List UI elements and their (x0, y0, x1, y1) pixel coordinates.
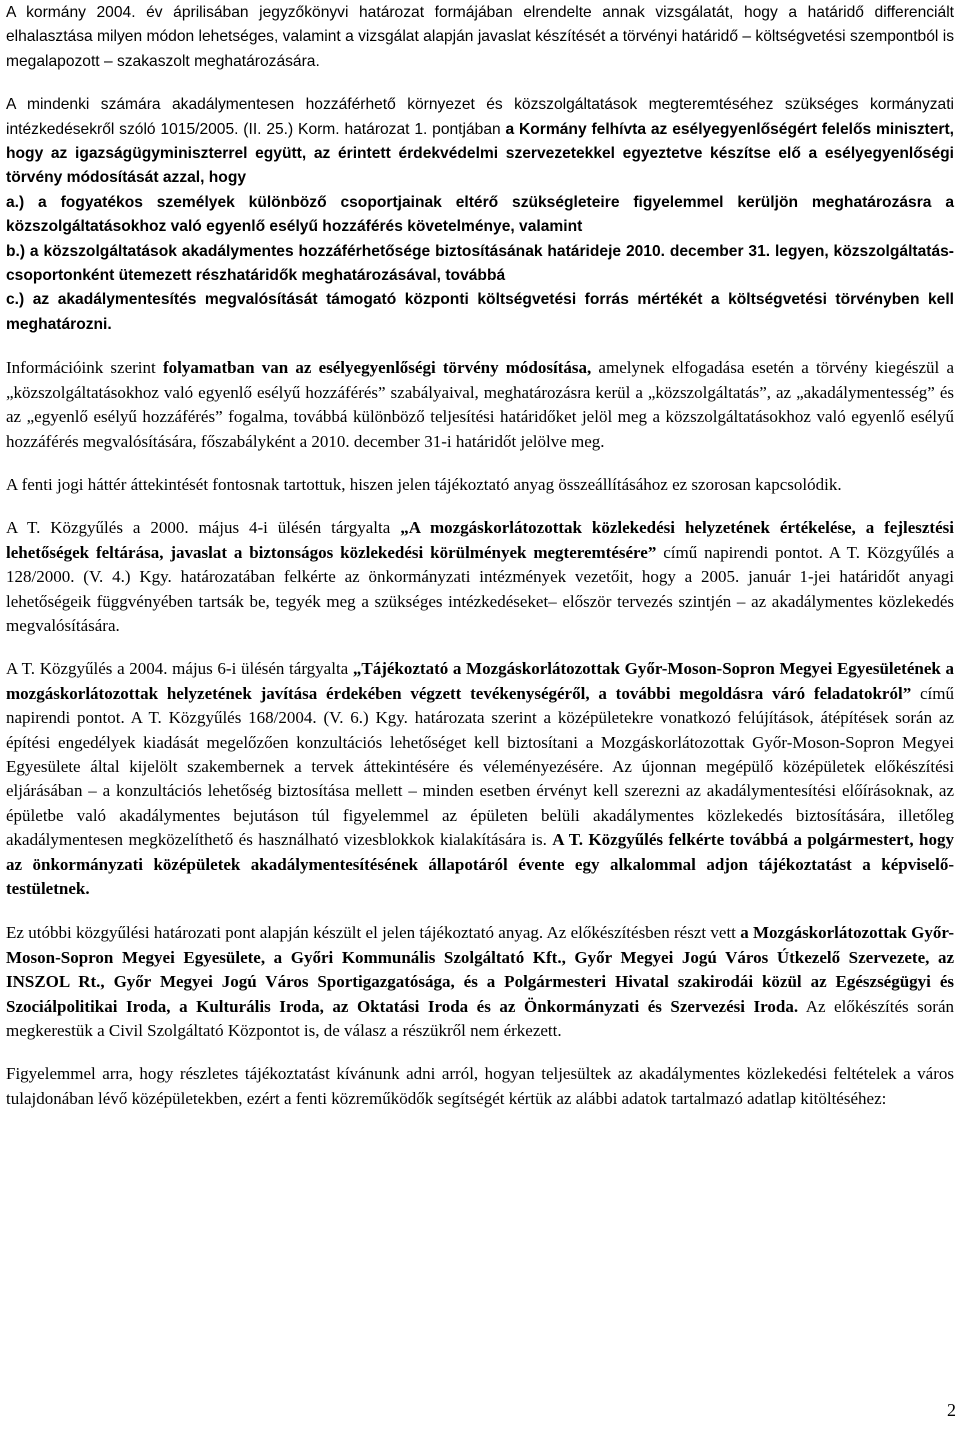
bold-text: folyamatban van az esélyegyenlőségi törvény módosítása, (162, 358, 592, 378)
list-item-b: b.) a közszolgáltatások akadálymentes hozzáférhetősége biztosításának határideje 2010. december 31. legyen, közszolgáltatás-csoportonként ütemezett részhatáridők meghatározásával, továbbá (6, 242, 954, 285)
paragraph-kozgyules-2000 (6, 516, 954, 638)
paragraph-text: Figyelemmel arra, hogy részletes tájékoztatást kívánunk adni arról, hogyan teljesültek az akadálymentes közlekedési feltételek a város tulajdonában lévő középületekben, ezért a fenti közreműködők segítségét kértük az alábbi adatok tartalmazó adatlap kitöltéséhez: (6, 1064, 954, 1108)
paragraph-text: A T. Közgyűlés a 2004. május 6-i ülésén tárgyalta (6, 659, 353, 679)
paragraph-text: amelynek elfogadása esetén a törvény kiegészül a „közszolgáltatásokhoz való egyenlő esélyű hozzáférés” szabályaival, meghatározásra kerül a „közszolgáltatás”, az „akadálymentesség” és az „egyenlő esélyű hozzáférés” fogalma, továbbá különböző teljesítési határidőket jelöl meg a közszolgáltatásokhoz való egyenlő esélyű hozzáférés megvalósítására, főszabályként a 2010. december 31-i határidőt jelölve meg. (6, 358, 954, 451)
list-item-a: a.) a fogyatékos személyek különböző csoportjainak eltérő szükségleteire figyelemmel kerüljön meghatározásra a közszolgáltatásokhoz való egyenlő esélyű hozzáférés követelménye, valamint (6, 193, 954, 236)
paragraph-text: Az előkészítés során megkerestük a Civil Szolgáltató Központot is, de válasz a részükről nem érkezett. (6, 996, 954, 1041)
paragraph-text: A T. Közgyűlés a 2000. május 4-i ülésén tárgyalta (6, 518, 401, 538)
paragraph-informacioink (6, 356, 954, 454)
list-item-c: c.) az akadálymentesítés megvalósítását támogató központi költségvetési forrás mértékét a költségvetési törvényben kell meghatározni. (6, 291, 954, 333)
paragraph-text: A mindenki számára akadálymentesen hozzáférhető környezet és közszolgáltatások megteremtéséhez szükséges kormányzati intézkedésekről szóló 1015/2005. (II. 25.) Korm. határozat 1. pontjában (6, 96, 954, 138)
bold-text: A T. Közgyűlés felkérte továbbá a polgármestert, hogy az önkormányzati középületek akadálymentesítésének állapotáról évente egy alkalommal adjon tájékoztatást a képviselő-testületnek. (6, 830, 954, 898)
paragraph-elokeszites (6, 921, 954, 1043)
paragraph-kozgyules-2004 (6, 657, 954, 901)
paragraph-jogi-hatter (6, 473, 954, 497)
paragraph-kormany-hatarozat-1015-2005 (6, 93, 954, 337)
paragraph-government-decision-2004 (6, 1, 954, 74)
bold-text: „A mozgáskorlátozottak közlekedési helyzetének értékelése, a fejlesztési lehetőségek feltárása, javaslat a biztonságos közlekedési körülmények megteremtésére” (6, 518, 954, 562)
bold-text: a Mozgáskorlátozottak Győr-Moson-Sopron Megyei Egyesülete, a Győri Kommunális Szolgáltató Kft., Győr Megyei Jogú Város Útkezelő Szervezete, az INSZOL Rt., Győr Megyei Jogú Város Sportigazgatósága, és a Polgármesteri Hivatal szakirodái közül az Egészségügyi és Szociálpolitikai Iroda, a Kulturális Iroda, az Oktatási Iroda és az Önkormányzati és Szervezési Iroda. (6, 923, 954, 1016)
paragraph-text: című napirendi pontot. A T. Közgyűlés a 128/2000. (V. 4.) Kgy. határozatában felkérte az önkormányzati intézmények vezetőit, hogy a 2005. január 1-jei határidőt anyagi lehetőségeik függvényében tartsák be, tegyék meg a szükséges intézkedéseket– először tervezés szintjén – az akadálymentes közlekedés megvalósítására. (6, 542, 955, 635)
paragraph-text: Ez utóbbi közgyűlési határozati pont alapján készült el jelen tájékoztató anyag. Az előkészítésben részt vett (6, 923, 741, 943)
paragraph-text: Információink szerint (6, 358, 163, 378)
paragraph-text: A fenti jogi háttér áttekintését fontosnak tartottuk, hiszen jelen tájékoztató anyag összeállításához ez szorosan kapcsolódik. (6, 474, 842, 494)
bold-text: „Tájékoztató a Mozgáskorlátozottak Győr-Moson-Sopron Megyei Egyesületének a mozgáskorlátozottak helyzetének javítása érdekében végzett tevékenységéről, a további megoldásra váró feladatokról” (6, 659, 954, 703)
paragraph-text: A kormány 2004. év áprilisában jegyzőkönyvi határozat formájában elrendelte annak vizsgálatát, hogy a határidő differenciált elhalasztása milyen módon lehetséges, valamint a vizsgálat alapján javaslat készítését a törvényi határidő – költségvetési szempontból is megalapozott – szakaszolt meghatározására. (6, 4, 954, 70)
page-number: 2 (947, 1400, 956, 1420)
paragraph-adatlap (6, 1062, 954, 1111)
paragraph-text: című napirendi pontot. A T. Közgyűlés 168/2004. (V. 6.) Kgy. határozata szerint a középületekre vonatkozó felújítások, átépítések során az építési engedélyek kiadását megelőzően konzultációs lehetőséget kell biztosítani a Mozgáskorlátozottak Győr-Moson-Sopron Megyei Egyesülete által kijelölt szakembernek a tervek áttekintésére és véleményezésére. Az újonnan megépülő középületek előkészítési eljárásában – a konzultációs lehetőség biztosítása mellett – minden esetben érvényt kell szerezni az akadálymentesítési előírásoknak, az épületbe való akadálymentes bejutáson túl figyelemmel az épületen belüli akadálymentes közlekedés biztosítására, illetőleg akadálymentesen megközelíthető és használható vizesblokkok kialakítására is. (6, 683, 954, 850)
bold-text: a Kormány felhívta az esélyegyenlőségért felelős minisztert, hogy az igazságügyminiszterrel együtt, az érintett érdekvédelmi szervezetekkel egyeztetve készítse elő a esélyegyenlőségi törvény módosítását azzal, hogy (6, 120, 954, 187)
